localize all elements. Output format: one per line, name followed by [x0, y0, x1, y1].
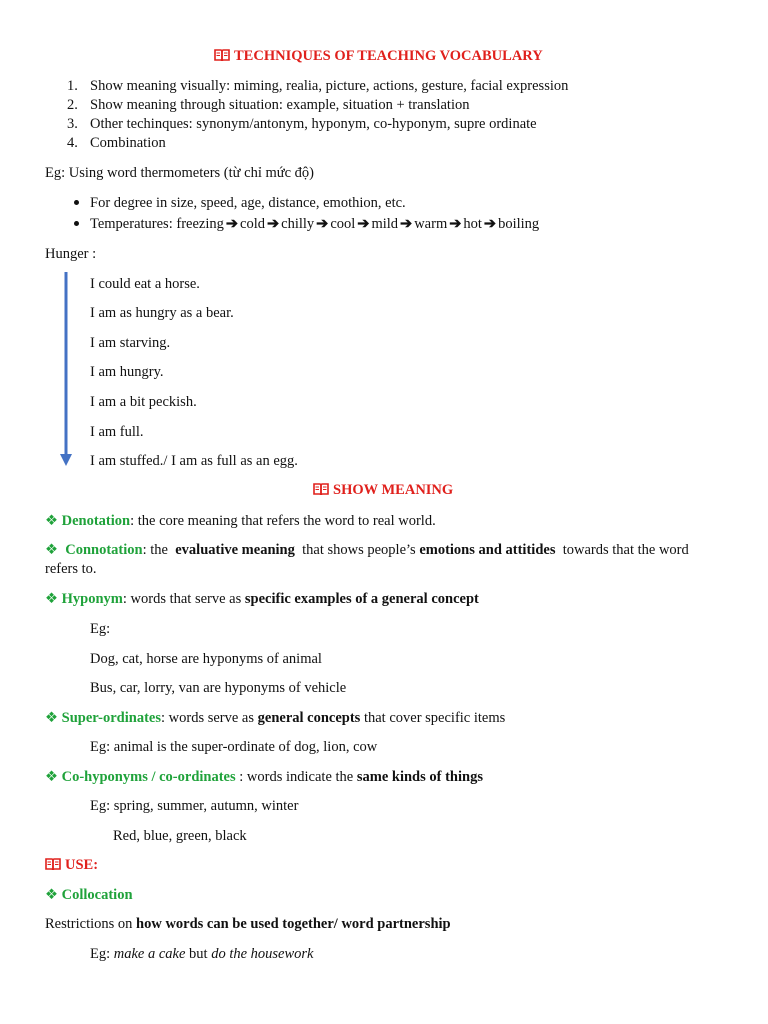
cohyponym-example: Eg: spring, summer, autumn, winter — [90, 798, 299, 814]
hunger-scale-item: I am a bit peckish. — [90, 394, 197, 410]
heading-techniques: TECHNIQUES OF TEACHING VOCABULARY — [214, 47, 543, 65]
restrictions-line: Restrictions on how words can be used together/ word partnership — [45, 916, 451, 932]
bullet-dot — [74, 221, 79, 226]
diamond-bullet-icon: ❖ — [45, 769, 58, 785]
cohyponym-line: ❖ Co-hyponyms / co-ordinates : words indicate the same kinds of things — [45, 769, 483, 785]
diamond-bullet-icon: ❖ — [45, 542, 58, 558]
hyponym-term: Hyponym — [61, 591, 123, 607]
arrow-right-icon: ➔ — [225, 216, 239, 232]
book-icon — [45, 858, 61, 871]
collocation-line — [45, 886, 133, 904]
cohyponym-example: Red, blue, green, black — [113, 828, 247, 844]
denotation-line: ❖ Denotation: the core meaning that refers the word to real world. — [45, 513, 436, 529]
down-arrow-icon — [58, 272, 74, 468]
hunger-scale-item: I am hungry. — [90, 364, 164, 380]
connotation-term: Connotation — [65, 542, 143, 558]
diamond-bullet-icon: ❖ — [45, 887, 58, 903]
arrow-right-icon: ➔ — [483, 216, 497, 232]
bullet-degree: For degree in size, speed, age, distance, emothion, etc. — [90, 195, 406, 211]
connotation-line: ❖ Connotation: the evaluative meaning that shows people’s emotions and attitides towards that the word — [45, 542, 689, 558]
hyponym-eg-label: Eg: — [90, 621, 111, 637]
heading-show-meaning: SHOW MEANING — [313, 481, 453, 499]
superordinate-term: Super-ordinates — [61, 710, 161, 726]
connotation-line2: refers to. — [45, 561, 97, 577]
cohyponym-term: Co-hyponyms / co-ordinates — [61, 769, 236, 785]
arrow-right-icon: ➔ — [357, 216, 370, 232]
bullet-dot — [74, 200, 79, 205]
hunger-scale-item: I am full. — [90, 424, 144, 440]
superordinate-line: ❖ Super-ordinates: words serve as general concepts that cover specific items — [45, 710, 506, 726]
superordinate-example: Eg: animal is the super-ordinate of dog, lion, cow — [90, 739, 378, 755]
hunger-scale-item: I could eat a horse. — [90, 276, 200, 292]
diamond-bullet-icon: ❖ — [45, 591, 58, 607]
hunger-scale-item: I am stuffed./ I am as full as an egg. — [90, 453, 298, 469]
collocation-term: Collocation — [61, 887, 133, 903]
diamond-bullet-icon: ❖ — [45, 513, 58, 529]
arrow-right-icon: ➔ — [266, 216, 280, 232]
heading-use: USE: — [45, 856, 98, 874]
book-icon — [214, 49, 230, 62]
bullet-temperatures: Temperatures: freezing ➔ cold ➔ chilly ➔ cool ➔ mild ➔ warm ➔ hot ➔ boiling — [90, 216, 540, 232]
hyponym-line: ❖ Hyponym: words that serve as specific examples of a general concept — [45, 591, 479, 607]
collocation-example: Eg: make a cake but do the housework — [90, 946, 314, 962]
book-icon — [313, 483, 329, 496]
hyponym-example: Bus, car, lorry, van are hyponyms of vehicle — [90, 680, 347, 696]
arrow-right-icon: ➔ — [316, 216, 329, 232]
hunger-scale-item: I am as hungry as a bear. — [90, 305, 234, 321]
technique-item: 2. Show meaning through situation: example, situation + translation — [67, 97, 470, 113]
technique-item: 1. Show meaning visually: miming, realia, picture, actions, gesture, facial expression — [67, 78, 569, 94]
arrow-right-icon: ➔ — [449, 216, 462, 232]
technique-item: 4. Combination — [67, 135, 166, 151]
hunger-scale-item: I am starving. — [90, 335, 171, 351]
arrow-right-icon: ➔ — [400, 216, 413, 232]
denotation-term: Denotation — [61, 513, 131, 529]
hunger-label: Hunger : — [45, 246, 97, 262]
eg-thermometers: Eg: Using word thermometers (từ chỉ mức độ) — [45, 165, 315, 181]
hyponym-example: Dog, cat, horse are hyponyms of animal — [90, 651, 322, 667]
technique-item: 3. Other techinques: synonym/antonym, hyponym, co-hyponym, supre ordinate — [67, 116, 537, 132]
diamond-bullet-icon: ❖ — [45, 710, 58, 726]
